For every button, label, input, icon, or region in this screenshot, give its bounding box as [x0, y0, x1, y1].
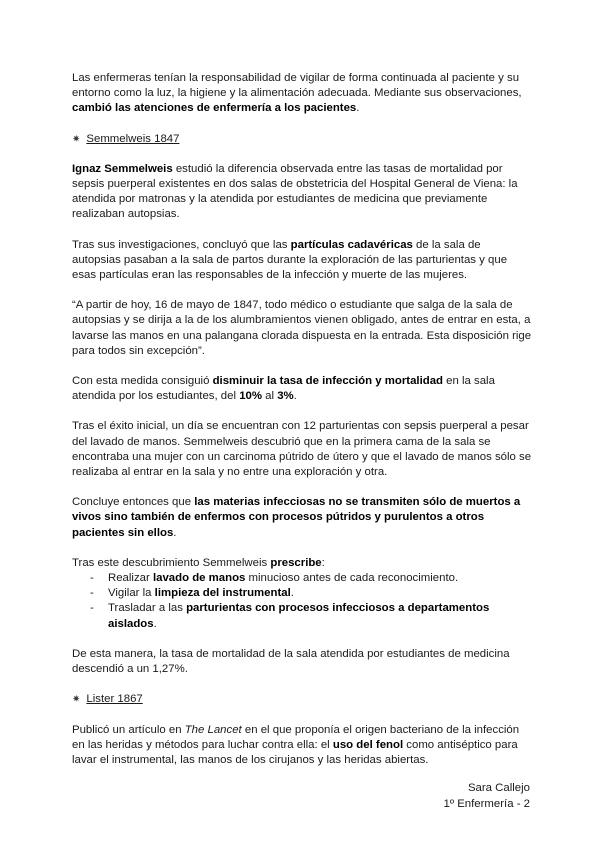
paragraph-quote: “A partir de hoy, 16 de mayo de 1847, todo médico o estudiante que salga de la sala de autopsias y se dirija a la de los alumbramientos vienen obligado, antes de entrar en esta, a lavarse las manos en una palangana clorada dispuesta en la entrada. Esta disposición rige para todos sin excepción”.	[72, 299, 532, 357]
section-heading-lister	[72, 692, 532, 707]
footer-course: 1º Enfermería - 2	[443, 798, 530, 810]
star-bullet-icon: ✷	[72, 694, 81, 706]
paragraph-lister: Publicó un artículo en The Lancet en el que proponía el origen bacteriano de la infección en las heridas y métodos para luchar contra ella: el uso del fenol como antiséptico para lavar el instrumental, las manos de los cirujanos y las heridas abiertas.	[72, 723, 520, 766]
list-dash: -	[90, 572, 94, 585]
paragraph-nurses: Las enfermeras tenían la responsabilidad de vigilar de forma continuada al paciente y su entorno como la luz, la higiene y la alimentación adecuada. Mediante sus observaciones, cambió las atenciones de enfermería a los pacientes.	[72, 72, 522, 115]
section-heading-semmelweis	[72, 132, 532, 147]
page-footer	[444, 780, 530, 812]
list-dash: -	[90, 602, 94, 615]
heading-semmelweis-text: Semmelweis 1847	[86, 132, 180, 145]
document-body	[72, 71, 532, 768]
list-item: - Vigilar la limpieza del instrumental.	[90, 586, 532, 601]
paragraph-twelve-parturients: Tras el éxito inicial, un día se encuentran con 12 parturientas con sepsis puerperal a pesar del lavado de manos. Semmelweis descubrió que en la primera cama de la sala se encontraba una mujer con un carcinoma pútrido de útero y que el lavado de manos sólo se realizaba al entrar en la sala y no entre una exploración y otra.	[72, 420, 532, 479]
paragraph-final-rate: De esta manera, la tasa de mortalidad de la sala atendida por estudiantes de medicina descendió a un 1,27%.	[72, 647, 510, 676]
prescription-list	[72, 571, 532, 632]
list-item: - Trasladar a las parturientas con procesos infecciosos a departamentos aislados.	[90, 602, 490, 630]
list-item: - Realizar lavado de manos minucioso antes de cada reconocimiento.	[90, 571, 532, 586]
paragraph-semmelweis-study: Ignaz Semmelweis estudió la diferencia observada entre las tasas de mortalidad por sepsis puerperal existentes en dos salas de obstetricia del Hospital General de Viena: la atendida por matronas y la atendida por estudiantes de medicina que previamente realizaban autopsias.	[72, 162, 518, 221]
list-dash: -	[90, 587, 94, 600]
star-bullet-icon: ✷	[72, 133, 81, 145]
paragraph-prescribe: Tras este descubrimiento Semmelweis prescribe:	[72, 556, 325, 569]
footer-author: Sara Callejo	[467, 782, 530, 794]
paragraph-conclusion: Concluye entonces que las materias infecciosas no se transmiten sólo de muertos a vivos sino también de enfermos con procesos pútridos y purulentos a otros pacientes sin ellos.	[72, 496, 521, 539]
paragraph-cadaveric-particles: Tras sus investigaciones, concluyó que las partículas cadavéricas de la sala de autopsias pasaban a la sala de partos durante la exploración de las parturientas y que esas partículas eran las responsables de la infección y muerte de las mujeres.	[72, 238, 508, 282]
paragraph-mortality-reduction: Con esta medida consiguió disminuir la tasa de infección y mortalidad en la sala atendida por los estudiantes, del 10% al 3%.	[72, 375, 495, 403]
heading-lister-text: Lister 1867	[86, 693, 143, 706]
